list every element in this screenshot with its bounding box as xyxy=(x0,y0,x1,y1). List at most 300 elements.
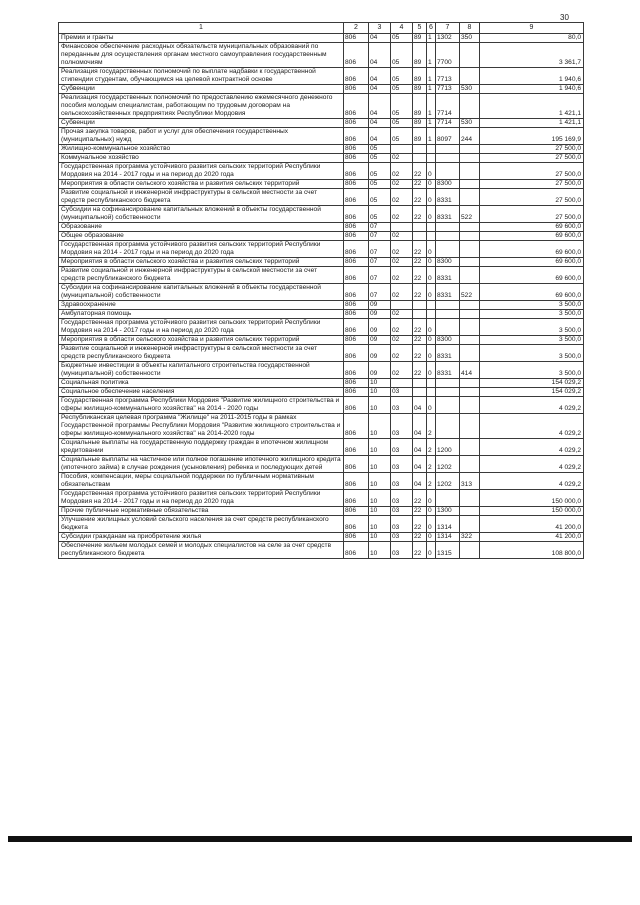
row-program xyxy=(413,145,427,154)
row-subprogram: 1 xyxy=(427,34,436,43)
row-gr: 806 xyxy=(344,388,369,397)
row-gr: 806 xyxy=(344,223,369,232)
row-gr: 806 xyxy=(344,507,369,516)
row-target-article: 8331 xyxy=(436,267,460,284)
row-amount: 27 500,0 xyxy=(480,163,584,180)
row-expense-type xyxy=(460,180,480,189)
table-row xyxy=(59,119,584,128)
row-subprogram: 0 xyxy=(427,284,436,301)
table-row xyxy=(59,68,584,85)
row-amount: 4 029,2 xyxy=(480,473,584,490)
row-gr: 806 xyxy=(344,542,369,559)
row-program: 22 xyxy=(413,516,427,533)
row-section: 09 xyxy=(369,362,391,379)
row-subprogram: 0 xyxy=(427,362,436,379)
row-name: Субсидии на софинансирование капитальных вложений в объекты государственной (муниципальной) собственности xyxy=(59,284,344,301)
row-subsection: 03 xyxy=(391,473,413,490)
row-name: Социальная политика xyxy=(59,379,344,388)
row-name: Реализация государственных полномочий по предоставлению ежемесячного денежного пособия молодым специалистам, работающим по трудовым договорам на сельскохозяйственных предприятиях Республики Мордовия xyxy=(59,94,344,119)
row-subsection: 05 xyxy=(391,43,413,68)
row-subsection: 03 xyxy=(391,414,413,439)
header-row xyxy=(59,23,584,34)
row-name: Здравоохранение xyxy=(59,301,344,310)
row-target-article: 8331 xyxy=(436,345,460,362)
row-program: 22 xyxy=(413,490,427,507)
row-expense-type xyxy=(460,232,480,241)
row-gr: 806 xyxy=(344,301,369,310)
row-section: 09 xyxy=(369,345,391,362)
row-program: 89 xyxy=(413,34,427,43)
row-program: 89 xyxy=(413,43,427,68)
row-gr: 806 xyxy=(344,379,369,388)
row-target-article: 1302 xyxy=(436,34,460,43)
row-target-article: 8331 xyxy=(436,362,460,379)
table-row xyxy=(59,34,584,43)
row-subsection: 05 xyxy=(391,128,413,145)
row-expense-type xyxy=(460,301,480,310)
row-amount: 27 500,0 xyxy=(480,206,584,223)
row-gr: 806 xyxy=(344,284,369,301)
row-amount: 27 500,0 xyxy=(480,154,584,163)
row-subsection: 02 xyxy=(391,310,413,319)
row-subsection: 02 xyxy=(391,241,413,258)
row-section: 10 xyxy=(369,473,391,490)
row-program: 22 xyxy=(413,507,427,516)
row-name: Развитие социальной и инженерной инфраструктуры в сельской местности за счет средств республиканского бюджета xyxy=(59,345,344,362)
row-target-article: 7713 xyxy=(436,68,460,85)
row-program: 22 xyxy=(413,336,427,345)
row-subsection xyxy=(391,301,413,310)
row-subprogram: 0 xyxy=(427,336,436,345)
table-row xyxy=(59,414,584,439)
row-amount: 154 029,2 xyxy=(480,388,584,397)
row-section: 05 xyxy=(369,189,391,206)
row-expense-type xyxy=(460,145,480,154)
row-target-article: 8300 xyxy=(436,258,460,267)
row-target-article xyxy=(436,319,460,336)
row-gr: 806 xyxy=(344,516,369,533)
row-section: 05 xyxy=(369,180,391,189)
row-subsection: 02 xyxy=(391,284,413,301)
row-gr: 806 xyxy=(344,345,369,362)
row-gr: 806 xyxy=(344,43,369,68)
row-gr: 806 xyxy=(344,473,369,490)
row-name: Субвенции xyxy=(59,85,344,94)
row-amount: 3 500,0 xyxy=(480,319,584,336)
row-amount: 3 500,0 xyxy=(480,336,584,345)
row-subprogram: 0 xyxy=(427,319,436,336)
table-row xyxy=(59,189,584,206)
row-section: 05 xyxy=(369,145,391,154)
row-program xyxy=(413,154,427,163)
row-name: Социальные выплаты на государственную поддержку граждан в ипотечном жилищном кредитовании xyxy=(59,439,344,456)
row-amount: 150 000,0 xyxy=(480,490,584,507)
row-subprogram: 0 xyxy=(427,180,436,189)
row-target-article: 8097 xyxy=(436,128,460,145)
table-row xyxy=(59,507,584,516)
row-expense-type xyxy=(460,68,480,85)
row-amount: 41 200,0 xyxy=(480,533,584,542)
row-section: 04 xyxy=(369,94,391,119)
row-subsection xyxy=(391,145,413,154)
column-header: 1 xyxy=(59,23,344,34)
row-section: 07 xyxy=(369,267,391,284)
column-header: 2 xyxy=(344,23,369,34)
table-row xyxy=(59,85,584,94)
row-subsection xyxy=(391,379,413,388)
row-section: 10 xyxy=(369,456,391,473)
row-name: Финансовое обеспечение расходных обязательств муниципальных образований по переданным для осуществления органам местного самоуправления государственным полномочиям xyxy=(59,43,344,68)
row-amount: 69 600,0 xyxy=(480,223,584,232)
row-gr: 806 xyxy=(344,145,369,154)
row-subprogram: 1 xyxy=(427,119,436,128)
row-gr: 806 xyxy=(344,180,369,189)
row-name: Социальные выплаты на частичное или полное погашение ипотечного жилищного кредита (ипотечного займа) в случае рождения (усыновления) ребенка и последующих детей xyxy=(59,456,344,473)
row-program: 22 xyxy=(413,362,427,379)
row-name: Мероприятия в области сельского хозяйства и развития сельских территорий xyxy=(59,258,344,267)
row-expense-type: 313 xyxy=(460,473,480,490)
row-section: 10 xyxy=(369,490,391,507)
row-gr: 806 xyxy=(344,310,369,319)
row-target-article xyxy=(436,414,460,439)
row-program: 22 xyxy=(413,319,427,336)
row-program: 22 xyxy=(413,241,427,258)
table-row xyxy=(59,319,584,336)
row-section: 07 xyxy=(369,232,391,241)
row-program: 04 xyxy=(413,414,427,439)
row-subprogram: 2 xyxy=(427,473,436,490)
table-row xyxy=(59,379,584,388)
row-expense-type: 530 xyxy=(460,119,480,128)
row-subprogram xyxy=(427,310,436,319)
column-header: 9 xyxy=(480,23,584,34)
table-row xyxy=(59,533,584,542)
row-target-article xyxy=(436,490,460,507)
row-expense-type xyxy=(460,397,480,414)
row-program: 22 xyxy=(413,267,427,284)
row-program: 22 xyxy=(413,163,427,180)
row-expense-type xyxy=(460,516,480,533)
row-subsection: 03 xyxy=(391,456,413,473)
row-name: Улучшение жилищных условий сельского населения за счет средств республиканского бюджета xyxy=(59,516,344,533)
row-target-article: 1200 xyxy=(436,439,460,456)
row-expense-type xyxy=(460,490,480,507)
row-subprogram: 0 xyxy=(427,163,436,180)
row-subprogram: 2 xyxy=(427,456,436,473)
row-program: 04 xyxy=(413,397,427,414)
row-name: Субсидии на софинансирование капитальных вложений в объекты государственной (муниципальной) собственности xyxy=(59,206,344,223)
table-row xyxy=(59,241,584,258)
row-section: 04 xyxy=(369,128,391,145)
row-section: 09 xyxy=(369,301,391,310)
row-amount: 3 500,0 xyxy=(480,362,584,379)
row-gr: 806 xyxy=(344,34,369,43)
row-section: 04 xyxy=(369,68,391,85)
row-subprogram: 1 xyxy=(427,68,436,85)
row-amount: 150 000,0 xyxy=(480,507,584,516)
table-body xyxy=(59,34,584,559)
row-amount: 3 500,0 xyxy=(480,310,584,319)
row-name: Бюджетные инвестиции в объекты капитального строительства государственной (муниципальной) собственности xyxy=(59,362,344,379)
row-name: Пособия, компенсации, меры социальной поддержки по публичным нормативным обязательствам xyxy=(59,473,344,490)
row-target-article: 8331 xyxy=(436,206,460,223)
row-target-article: 1314 xyxy=(436,516,460,533)
row-target-article: 7714 xyxy=(436,94,460,119)
row-name: Субвенции xyxy=(59,119,344,128)
row-program xyxy=(413,301,427,310)
row-expense-type: 530 xyxy=(460,85,480,94)
row-expense-type xyxy=(460,189,480,206)
row-gr: 806 xyxy=(344,456,369,473)
row-expense-type: 522 xyxy=(460,206,480,223)
row-program: 89 xyxy=(413,94,427,119)
row-subprogram: 1 xyxy=(427,43,436,68)
row-name: Субсидии гражданам на приобретение жилья xyxy=(59,533,344,542)
row-program: 89 xyxy=(413,85,427,94)
row-expense-type: 350 xyxy=(460,34,480,43)
table-row xyxy=(59,128,584,145)
table-row xyxy=(59,223,584,232)
row-subsection: 03 xyxy=(391,388,413,397)
row-amount: 27 500,0 xyxy=(480,189,584,206)
row-target-article xyxy=(436,301,460,310)
row-target-article xyxy=(436,163,460,180)
row-target-article xyxy=(436,223,460,232)
row-section: 09 xyxy=(369,319,391,336)
row-amount: 69 600,0 xyxy=(480,267,584,284)
row-program: 89 xyxy=(413,119,427,128)
row-section: 10 xyxy=(369,533,391,542)
row-program: 22 xyxy=(413,258,427,267)
row-amount: 69 600,0 xyxy=(480,241,584,258)
table-row xyxy=(59,154,584,163)
row-section: 10 xyxy=(369,414,391,439)
row-amount: 69 600,0 xyxy=(480,232,584,241)
row-subprogram: 0 xyxy=(427,241,436,258)
row-target-article: 8331 xyxy=(436,284,460,301)
column-header: 8 xyxy=(460,23,480,34)
row-program: 22 xyxy=(413,533,427,542)
row-name: Реализация государственных полномочий по выплате надбавки к государственной стипендии студентам, обучающимся на целевой контрактной основе xyxy=(59,68,344,85)
row-section: 09 xyxy=(369,310,391,319)
row-subsection: 05 xyxy=(391,119,413,128)
row-target-article xyxy=(436,310,460,319)
row-subsection: 05 xyxy=(391,34,413,43)
row-subsection: 02 xyxy=(391,345,413,362)
row-expense-type xyxy=(460,456,480,473)
row-subsection: 02 xyxy=(391,180,413,189)
column-header: 3 xyxy=(369,23,391,34)
row-subsection: 02 xyxy=(391,154,413,163)
row-gr: 806 xyxy=(344,154,369,163)
row-target-article xyxy=(436,232,460,241)
table-row xyxy=(59,232,584,241)
row-gr: 806 xyxy=(344,163,369,180)
table-row xyxy=(59,145,584,154)
row-program: 04 xyxy=(413,456,427,473)
row-amount: 195 169,9 xyxy=(480,128,584,145)
row-section: 05 xyxy=(369,206,391,223)
row-amount: 4 029,2 xyxy=(480,439,584,456)
row-expense-type xyxy=(460,379,480,388)
column-header: 5 xyxy=(413,23,427,34)
row-expense-type xyxy=(460,43,480,68)
row-name: Государственная программа устойчивого развития сельских территорий Республики Мордовия на 2014 - 2017 годы и на период до 2020 года xyxy=(59,319,344,336)
row-subsection: 02 xyxy=(391,267,413,284)
row-amount: 1 940,6 xyxy=(480,68,584,85)
row-amount: 1 421,1 xyxy=(480,119,584,128)
row-section: 04 xyxy=(369,34,391,43)
row-subprogram xyxy=(427,145,436,154)
row-name: Амбулаторная помощь xyxy=(59,310,344,319)
row-gr: 806 xyxy=(344,319,369,336)
row-amount: 69 600,0 xyxy=(480,284,584,301)
row-subprogram xyxy=(427,301,436,310)
row-amount: 41 200,0 xyxy=(480,516,584,533)
row-program: 04 xyxy=(413,439,427,456)
row-program xyxy=(413,379,427,388)
row-subsection: 02 xyxy=(391,319,413,336)
row-expense-type xyxy=(460,94,480,119)
row-program: 22 xyxy=(413,284,427,301)
row-expense-type xyxy=(460,223,480,232)
row-gr: 806 xyxy=(344,85,369,94)
row-target-article xyxy=(436,388,460,397)
row-gr: 806 xyxy=(344,533,369,542)
row-expense-type xyxy=(460,542,480,559)
row-subsection: 03 xyxy=(391,542,413,559)
row-section: 10 xyxy=(369,388,391,397)
row-gr: 806 xyxy=(344,189,369,206)
row-subprogram: 0 xyxy=(427,258,436,267)
row-target-article: 8300 xyxy=(436,336,460,345)
row-expense-type xyxy=(460,507,480,516)
row-subsection xyxy=(391,223,413,232)
row-target-article: 1202 xyxy=(436,456,460,473)
row-amount: 27 500,0 xyxy=(480,180,584,189)
row-name: Государственная программа устойчивого развития сельских территорий Республики Мордовия на 2014 - 2017 годы и на период до 2020 года xyxy=(59,241,344,258)
row-amount: 154 029,2 xyxy=(480,379,584,388)
row-gr: 806 xyxy=(344,94,369,119)
row-subprogram xyxy=(427,379,436,388)
row-program: 89 xyxy=(413,68,427,85)
row-subprogram xyxy=(427,154,436,163)
row-subprogram: 2 xyxy=(427,414,436,439)
row-subprogram: 0 xyxy=(427,267,436,284)
row-name: Государственная программа устойчивого развития сельских территорий Республики Мордовия на 2014 - 2017 годы и на период до 2020 года xyxy=(59,490,344,507)
row-subsection: 05 xyxy=(391,94,413,119)
row-target-article: 1300 xyxy=(436,507,460,516)
row-subprogram xyxy=(427,232,436,241)
row-target-article xyxy=(436,241,460,258)
row-target-article xyxy=(436,379,460,388)
row-target-article: 7714 xyxy=(436,119,460,128)
table-row xyxy=(59,284,584,301)
row-expense-type xyxy=(460,388,480,397)
table-row xyxy=(59,473,584,490)
row-amount: 3 500,0 xyxy=(480,301,584,310)
row-name: Премии и гранты xyxy=(59,34,344,43)
row-expense-type xyxy=(460,310,480,319)
row-section: 10 xyxy=(369,397,391,414)
row-subprogram: 0 xyxy=(427,507,436,516)
row-subsection: 02 xyxy=(391,206,413,223)
table-row xyxy=(59,206,584,223)
row-target-article xyxy=(436,154,460,163)
row-name: Социальное обеспечение населения xyxy=(59,388,344,397)
row-name: Обеспечение жильем молодых семей и молодых специалистов на селе за счет средств республиканского бюджета xyxy=(59,542,344,559)
row-section: 05 xyxy=(369,154,391,163)
row-section: 07 xyxy=(369,223,391,232)
row-name: Общее образование xyxy=(59,232,344,241)
row-gr: 806 xyxy=(344,128,369,145)
row-amount: 1 421,1 xyxy=(480,94,584,119)
column-header: 4 xyxy=(391,23,413,34)
row-subprogram xyxy=(427,223,436,232)
row-program xyxy=(413,388,427,397)
row-subprogram: 1 xyxy=(427,128,436,145)
row-gr: 806 xyxy=(344,119,369,128)
row-expense-type xyxy=(460,258,480,267)
row-program: 22 xyxy=(413,189,427,206)
column-header: 7 xyxy=(436,23,460,34)
row-target-article: 8300 xyxy=(436,180,460,189)
row-target-article xyxy=(436,145,460,154)
page-bottom-rule xyxy=(8,836,632,842)
row-subprogram: 0 xyxy=(427,345,436,362)
row-amount: 1 940,6 xyxy=(480,85,584,94)
row-section: 04 xyxy=(369,43,391,68)
row-target-article: 7700 xyxy=(436,43,460,68)
row-target-article: 1315 xyxy=(436,542,460,559)
row-expense-type: 322 xyxy=(460,533,480,542)
row-amount: 4 029,2 xyxy=(480,414,584,439)
row-expense-type xyxy=(460,439,480,456)
budget-table xyxy=(58,22,584,559)
row-subprogram: 0 xyxy=(427,206,436,223)
row-target-article xyxy=(436,397,460,414)
row-subsection: 03 xyxy=(391,533,413,542)
row-section: 10 xyxy=(369,379,391,388)
row-expense-type xyxy=(460,267,480,284)
row-program: 22 xyxy=(413,180,427,189)
row-subprogram: 1 xyxy=(427,85,436,94)
row-gr: 806 xyxy=(344,362,369,379)
row-gr: 806 xyxy=(344,267,369,284)
row-amount: 27 500,0 xyxy=(480,145,584,154)
row-gr: 806 xyxy=(344,397,369,414)
row-amount: 108 800,0 xyxy=(480,542,584,559)
row-subprogram: 1 xyxy=(427,94,436,119)
row-gr: 806 xyxy=(344,439,369,456)
row-program: 89 xyxy=(413,128,427,145)
row-amount: 4 029,2 xyxy=(480,456,584,473)
row-subsection: 05 xyxy=(391,85,413,94)
row-target-article: 7713 xyxy=(436,85,460,94)
row-program xyxy=(413,223,427,232)
row-gr: 806 xyxy=(344,232,369,241)
row-section: 10 xyxy=(369,542,391,559)
row-program: 22 xyxy=(413,345,427,362)
row-name: Прочие публичные нормативные обязательства xyxy=(59,507,344,516)
row-subprogram: 0 xyxy=(427,516,436,533)
row-gr: 806 xyxy=(344,414,369,439)
row-subsection: 02 xyxy=(391,189,413,206)
row-program: 22 xyxy=(413,542,427,559)
row-name: Республиканская целевая программа "Жилище" на 2011-2015 годы в рамках Государственной программы Республики Мордовия "Развитие жилищного строительства и сферы жилищно-коммунального хозяйства" на 2014-2020 годы xyxy=(59,414,344,439)
row-section: 10 xyxy=(369,439,391,456)
table-row xyxy=(59,301,584,310)
